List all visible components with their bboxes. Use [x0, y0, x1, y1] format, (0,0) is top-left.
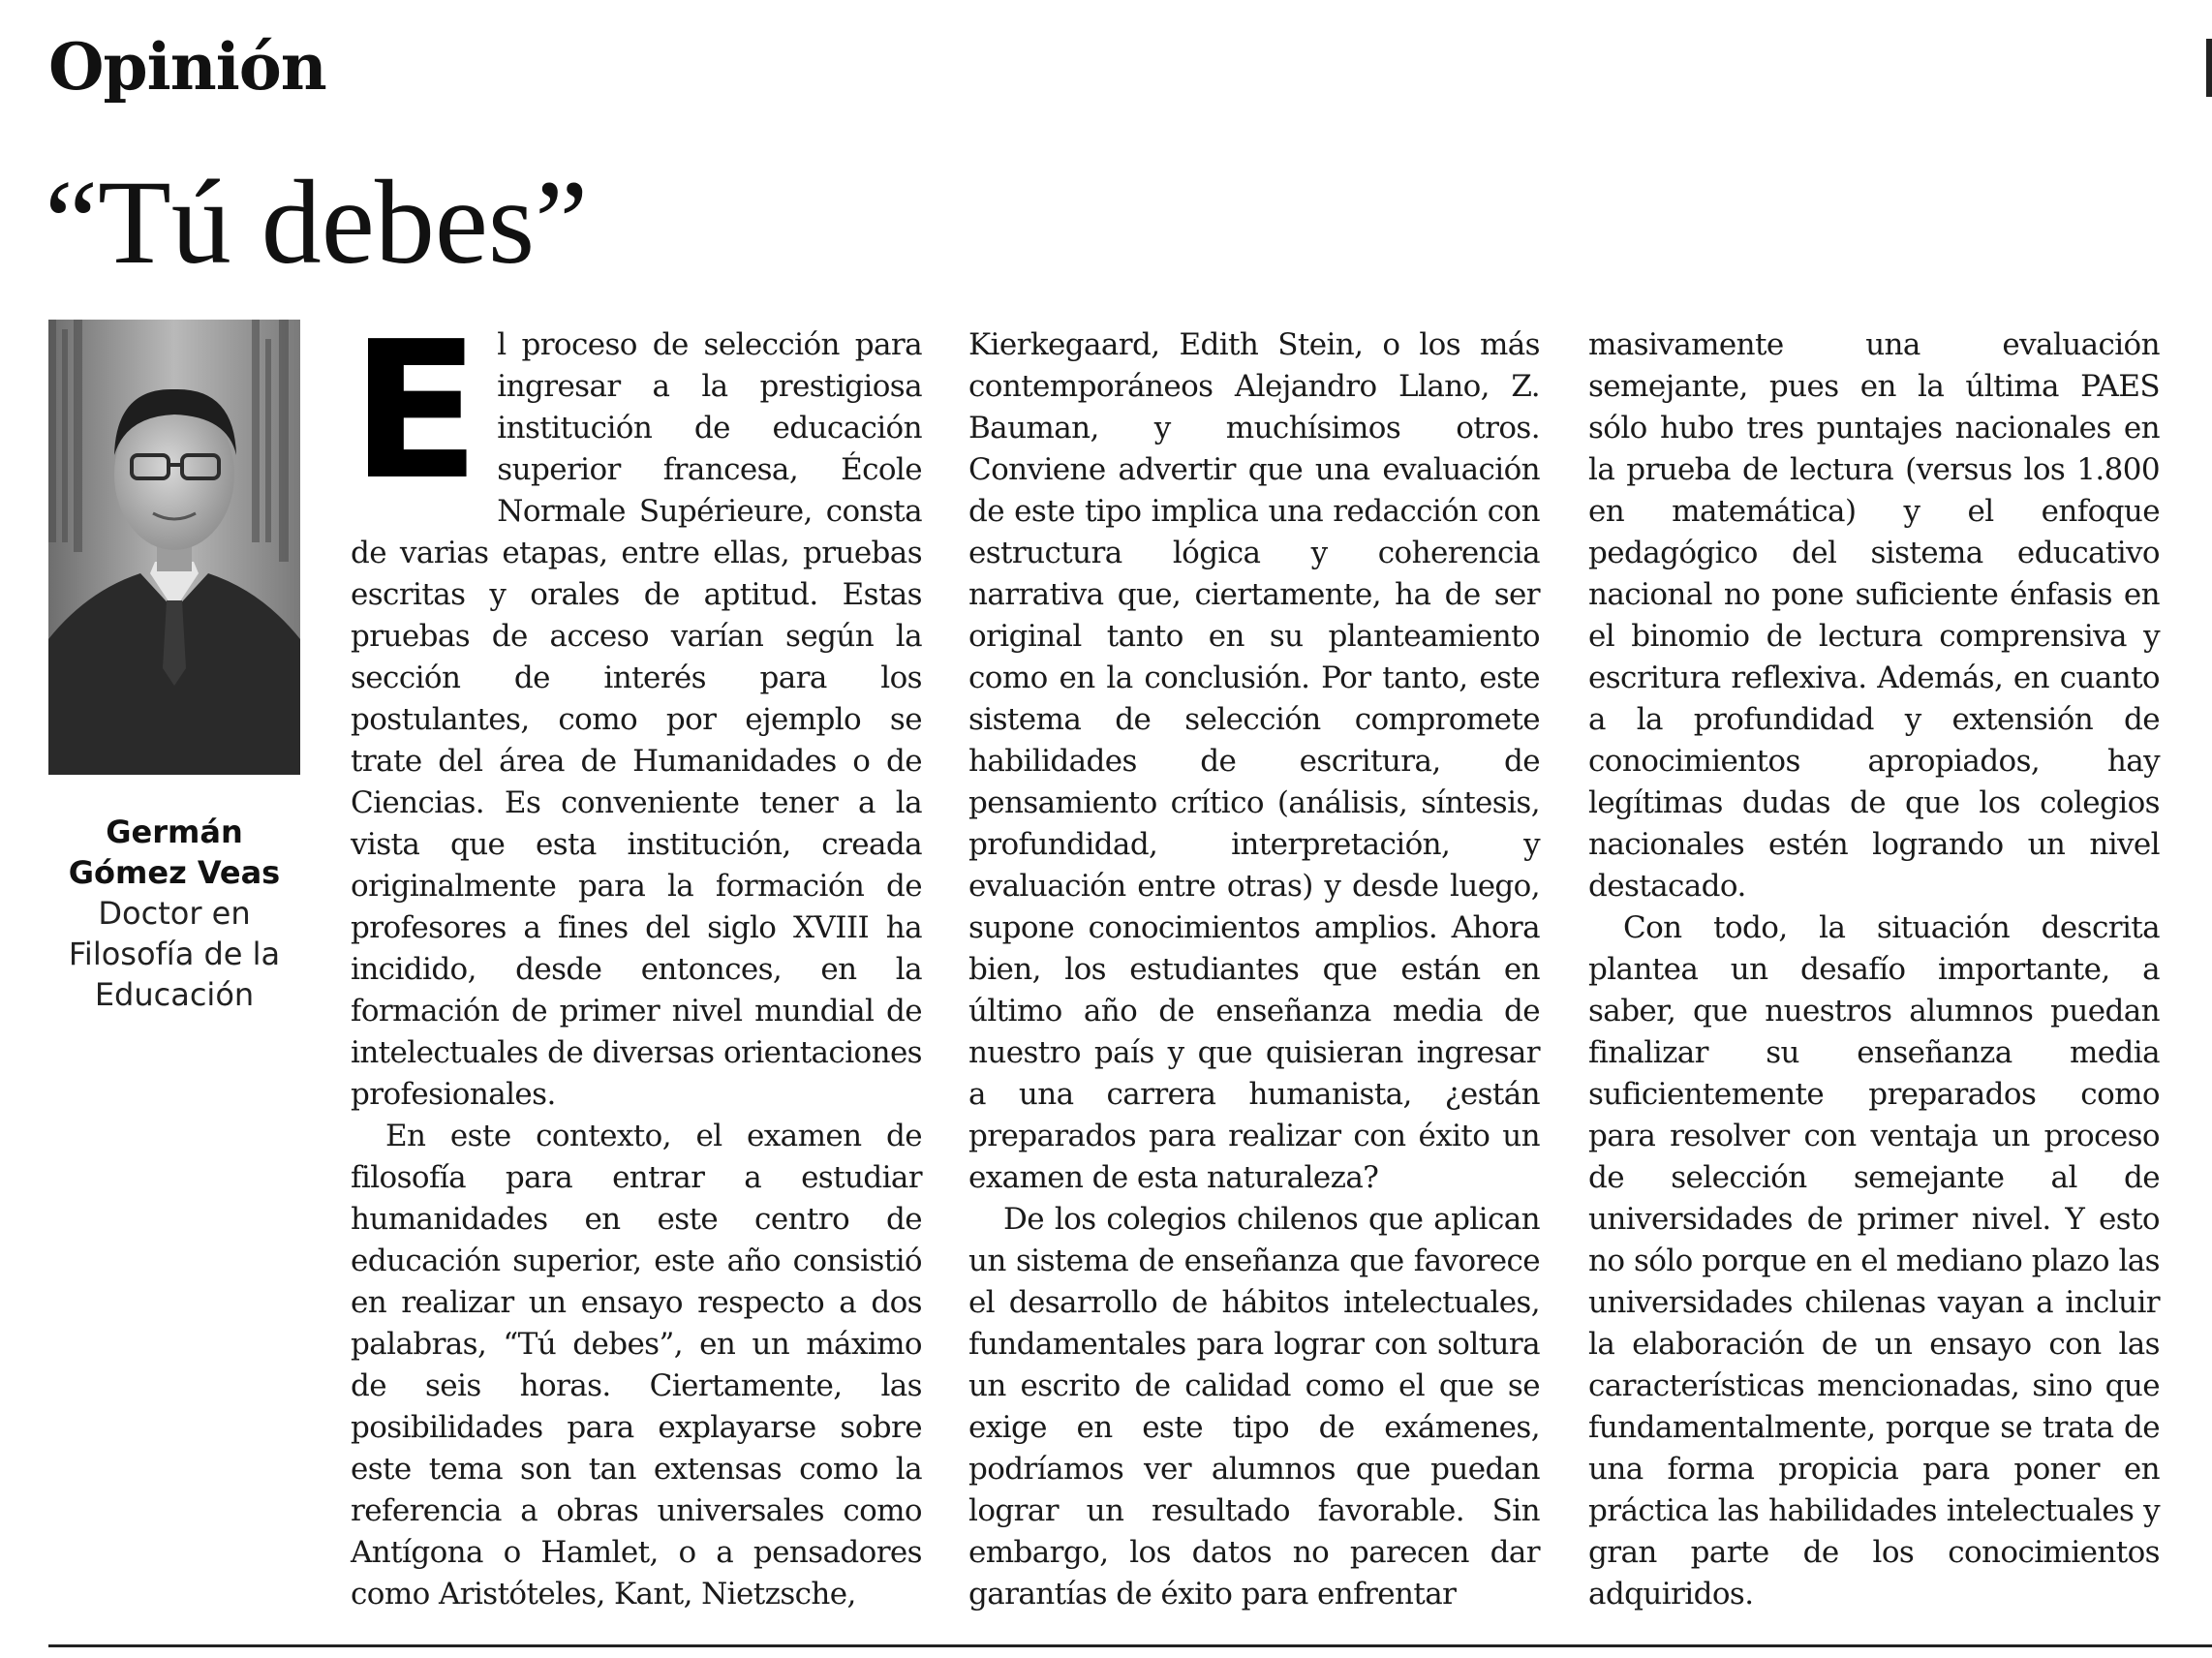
author-photo: [48, 320, 300, 775]
article-paragraph: [351, 301, 922, 1116]
drop-cap: E: [351, 301, 480, 522]
author-role-line3: Educación: [94, 976, 255, 1013]
section-label: Opinión: [48, 29, 326, 105]
article-paragraph: Con todo, la situación descrita plantea un desafío importante, a saber, que nuestros alumnos puedan finalizar su enseñanza media suficientemente preparados como para resolver con ventaja un proceso de selección semejante al de universidades de primer nivel. Y esto no sólo porque en el mediano plazo las universidades chilenas vayan a incluir la elaboración de un ensayo con las características mencionadas, sino que fundamentalmente, porque se trata de una forma propicia para poner en práctica las habilidades intelectuales y gran parte de los conocimientos adquiridos.: [1588, 910, 2160, 1612]
article-paragraph: Kierkegaard, Edith Stein, o los más contemporáneos Alejandro Llano, Z. Bauman, y muchísimos otros. Conviene advertir que una evaluación de este tipo implica una redacción con estructura lógica y coherencia narrativa que, ciertamente, ha de ser original tanto en su planteamiento como en la conclusión. Por tanto, este sistema de selección compromete habilidades de escritura, de pensamiento crítico (análisis, síntesis, profundidad, interpretación, y evaluación entre otras) y desde luego, supone conocimientos amplios. Ahora bien, los estudiantes que están en último año de enseñanza media de nuestro país y que quisieran ingresar a una carrera humanista, ¿están preparados para realizar con éxito un examen de esta naturaleza?: [968, 327, 1540, 1195]
article-paragraph: En este contexto, el examen de filosofía para entrar a estudiar humanidades en este centro de educación superior, este año consistió en realizar un ensayo respecto a dos palabras, “Tú debes”, en un máximo de seis horas. Ciertamente, las posibilidades para explayarse sobre este tema son tan extensas como la referencia a obras universales como Antígona o Hamlet, o a pensadores como Aristóteles, Kant, Nietzsche,: [351, 1119, 922, 1612]
article-paragraph: masivamente una evaluación semejante, pues en la última PAES sólo hubo tres puntajes nacionales en la prueba de lectura (versus los 1.800 en matemática) y el enfoque pedagógico del sistema educativo nacional no pone suficiente énfasis en el binomio de lectura comprensiva y escritura reflexiva. Además, en cuanto a la profundidad y extensión de conocimientos apropiados, hay legítimas dudas de que los colegios nacionales estén logrando un nivel destacado.: [1588, 327, 2160, 904]
article-column-1: [351, 301, 922, 1615]
author-name-line1: Germán: [106, 814, 243, 850]
paragraph-text: l proceso de selección para ingresar a la prestigiosa institución de educación superior francesa, École Normale Supérieure, consta de varias etapas, entre ellas, pruebas escritas y orales de aptitud. Estas pruebas de acceso varían según la sección de interés para los postulantes, como por ejemplo se trate del área de Humanidades o de Ciencias. Es conveniente tener a la vista que esta institución, creada originalmente para la formación de profesores a fines del siglo XVIII ha incidido, desde entonces, en la formación de primer nivel mundial de intelectuales de diversas orientaciones profesionales.: [351, 327, 922, 1112]
article-column-2: [968, 324, 1540, 1615]
bottom-rule: [48, 1644, 2212, 1647]
author-byline: [39, 812, 310, 1015]
author-role-line1: Doctor en: [98, 895, 251, 932]
article-paragraph: De los colegios chilenos que aplican un sistema de enseñanza que favorece el desarrollo de hábitos intelectuales, fundamentales para lograr con soltura un escrito de calidad como el que se exige en este tipo de exámenes, podríamos ver alumnos que puedan lograr un resultado favorable. Sin embargo, los datos no parecen dar garantías de éxito para enfrentar: [968, 1202, 1540, 1612]
author-name-line2: Gómez Veas: [68, 854, 281, 891]
headline: “Tú debes”: [45, 156, 589, 289]
article-column-3: [1588, 324, 2160, 1615]
author-role-line2: Filosofía de la: [68, 936, 281, 972]
page-edge-mark: [2206, 39, 2212, 97]
